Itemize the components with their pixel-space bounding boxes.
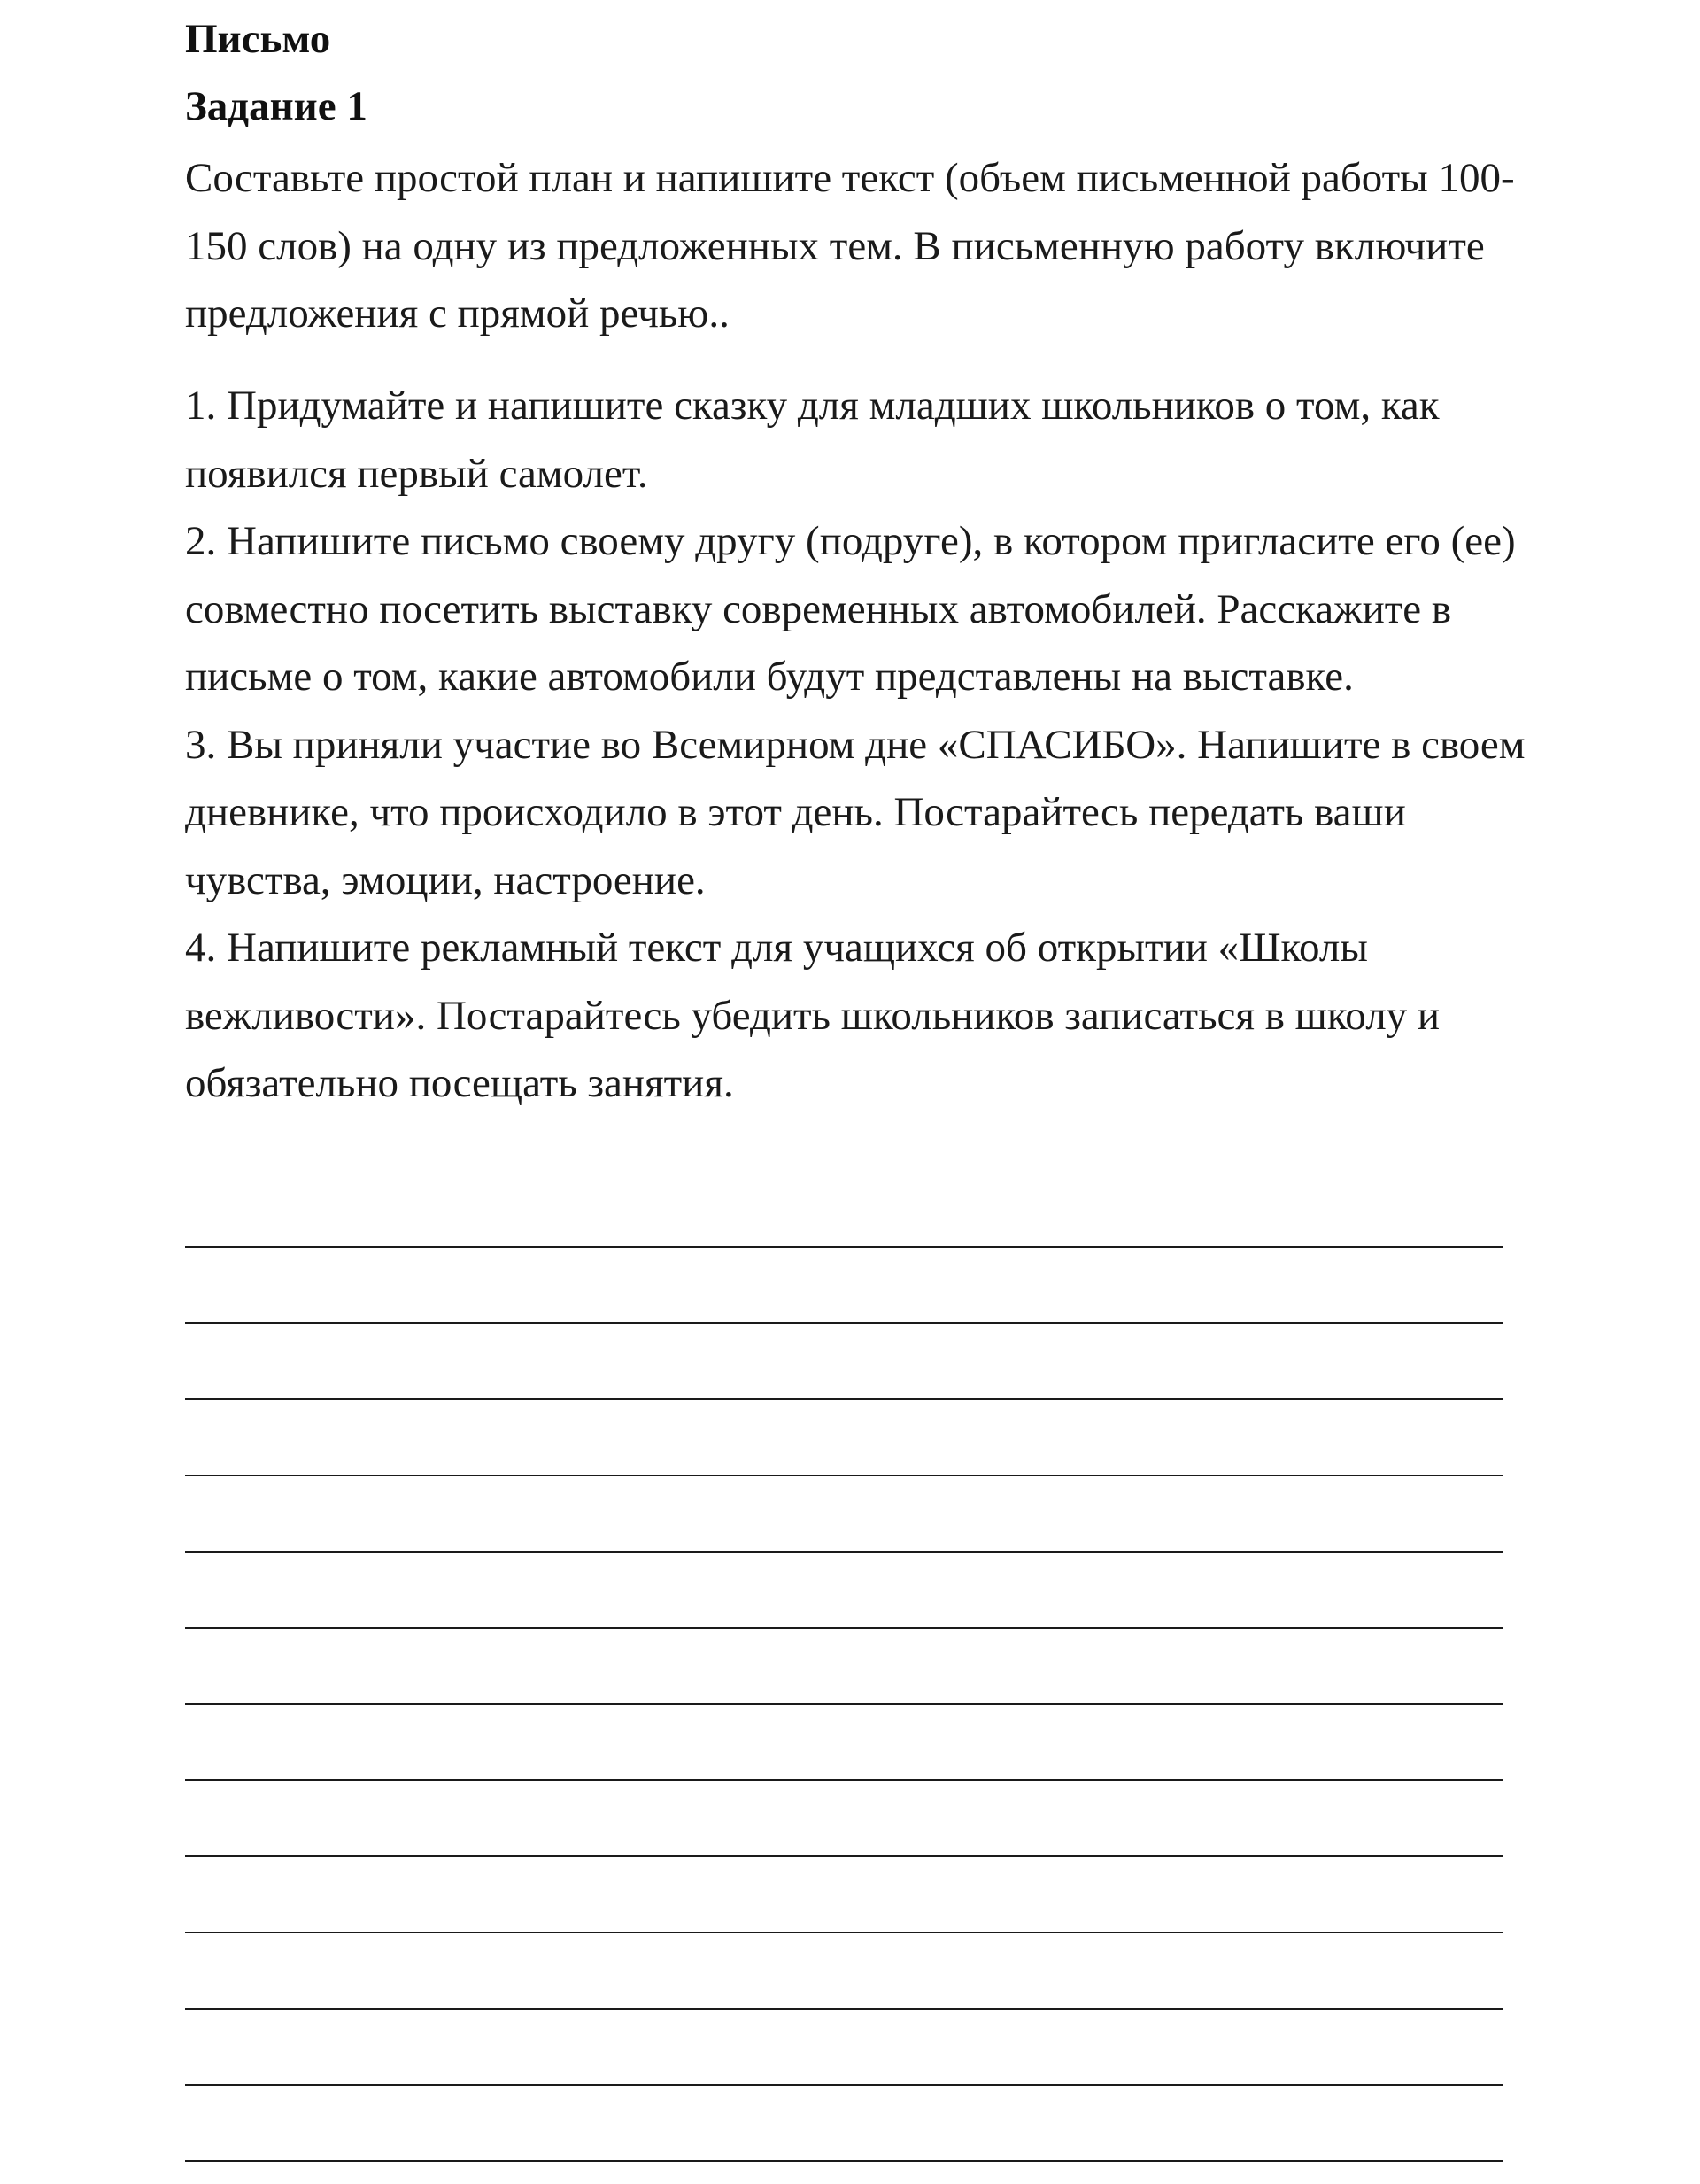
topic-item-3: 3. Вы приняли участие во Всемирном дне «СПАСИБО». Напишите в своем дневнике, что происходило в этот день. Постарайтесь передать ваши чувства, эмоции, настроение. — [185, 721, 1526, 903]
answer-line — [185, 1627, 1503, 1629]
answer-line — [185, 1475, 1503, 1476]
task-title: Задание 1 — [185, 83, 367, 129]
answer-line — [185, 2084, 1503, 2086]
task-instruction: Составьте простой план и напишите текст (объем письменной работы 100-150 слов) на одну из предложенных тем. В письменную работу включите предложения с прямой речью.. — [185, 155, 1515, 337]
answer-line — [185, 1855, 1503, 1857]
topic-item-2: 2. Напишите письмо своему другу (подруге), в котором пригласите его (ее) совместно посетить выставку современных автомобилей. Расскажите в письме о том, какие автомобили будут представлены на выставке. — [185, 518, 1516, 700]
section-title: Письмо — [185, 16, 331, 62]
answer-line — [185, 1322, 1503, 1324]
answer-line — [185, 1551, 1503, 1553]
topic-item-4: 4. Напишите рекламный текст для учащихся об открытии «Школы вежливости». Постарайтесь убедить школьников записаться в школу и обязательно посещать занятия. — [185, 925, 1441, 1106]
answer-line — [185, 1246, 1503, 1248]
answer-line — [185, 1703, 1503, 1705]
answer-line — [185, 1779, 1503, 1781]
answer-line — [185, 1932, 1503, 1933]
answer-line — [185, 2160, 1503, 2162]
answer-line — [185, 2008, 1503, 2010]
answer-line — [185, 1398, 1503, 1400]
topic-item-1: 1. Придумайте и напишите сказку для младших школьников о том, как появился первый самолет. — [185, 383, 1440, 497]
answer-lines — [185, 0, 1503, 2184]
